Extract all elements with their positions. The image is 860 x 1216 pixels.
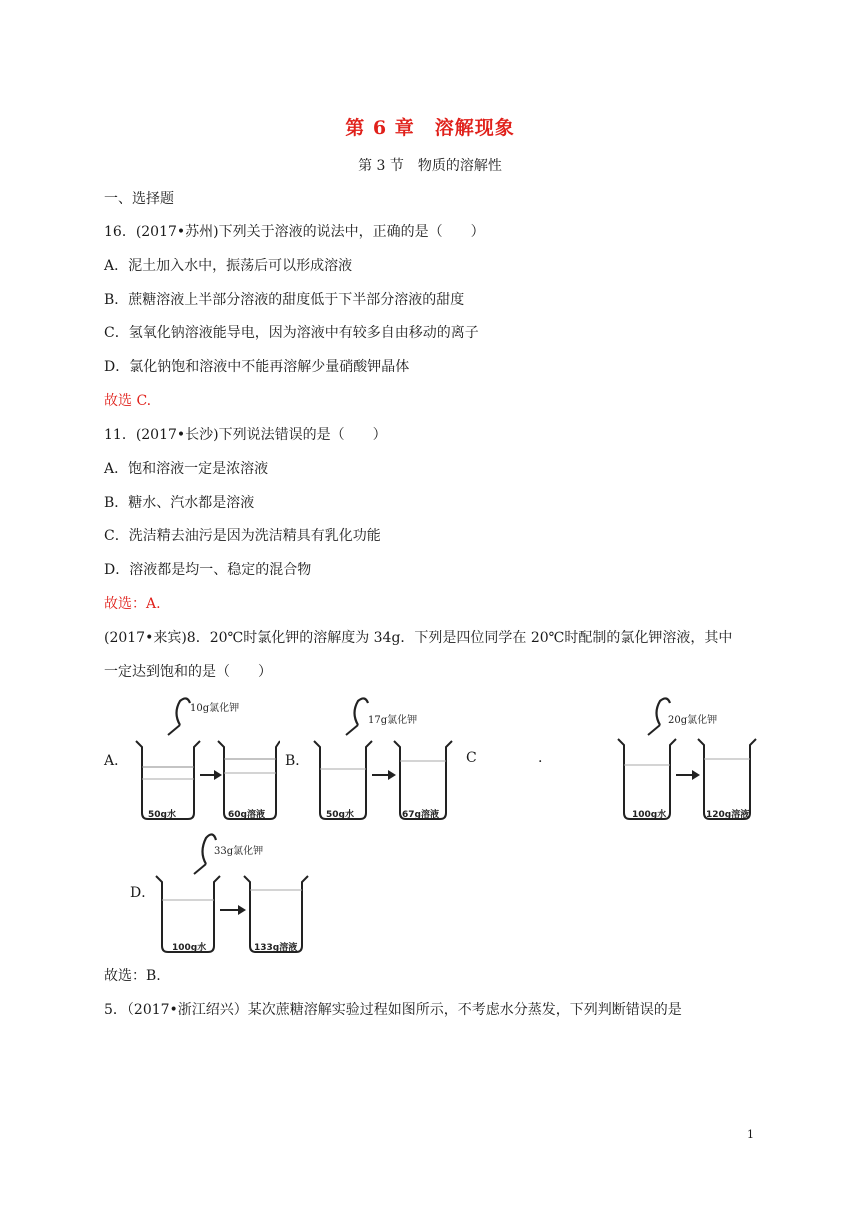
figure-b-solute-label: 17g氯化钾 [368, 715, 418, 726]
page-number: 1 [747, 1128, 754, 1141]
figure-d-label: D． [130, 885, 156, 901]
question-16-option-b: B．蔗糖溶液上半部分溶液的甜度低于下半部分溶液的甜度 [104, 292, 465, 308]
section-title: 第 3 节 物质的溶解性 [358, 158, 502, 174]
figure-b-water-label: 50g水 [326, 810, 354, 820]
figure-b-label: B． [285, 753, 310, 769]
figure-d-beakers [152, 828, 322, 958]
figure-d-solution-label: 133g溶液 [254, 943, 298, 953]
question-8-stem-line-1: (2017•来宾)8．20℃时氯化钾的溶解度为 34g．下列是四位同学在 20℃时配制的氯化钾溶液，其中 [104, 630, 733, 646]
question-11-option-d: D．溶液都是均一、稳定的混合物 [104, 562, 312, 578]
part-heading: 一、选择题 [104, 191, 174, 207]
question-11-option-b: B．糖水、汽水都是溶液 [104, 495, 255, 511]
question-11-option-a: A．饱和溶液一定是浓溶液 [104, 461, 269, 477]
question-11-answer: 故选：A. [104, 596, 161, 612]
question-16-option-c: C．氢氧化钠溶液能导电，因为溶液中有较多自由移动的离子 [104, 325, 479, 341]
question-5-stem: 5．（2017•浙江绍兴）某次蔗糖溶解实验过程如图所示，不考虑水分蒸发，下列判断错误的是 [104, 1002, 682, 1018]
figure-a-solution-label: 60g溶液 [228, 810, 265, 820]
question-11-option-c: C．洗洁精去油污是因为洗洁精具有乳化功能 [104, 528, 381, 544]
figure-a-beakers [130, 695, 280, 825]
figure-a-label: A． [104, 753, 129, 769]
figure-c-label: C [466, 750, 477, 766]
question-16-option-a: A．泥土加入水中，振荡后可以形成溶液 [104, 258, 353, 274]
chapter-title: 第 6 章 溶解现象 [345, 117, 515, 139]
question-11-stem: 11．(2017•长沙)下列说法错误的是（ ） [104, 427, 387, 443]
figure-c-solution-label: 120g溶液 [706, 810, 750, 820]
figure-a-solute-label: 10g氯化钾 [190, 703, 240, 714]
question-16-stem: 16．(2017•苏州)下列关于溶液的说法中，正确的是（ ） [104, 224, 485, 240]
question-16-option-d: D．氯化钠饱和溶液中不能再溶解少量硝酸钾晶体 [104, 359, 410, 375]
figure-c-dot: . [538, 750, 543, 766]
question-8-stem-line-2: 一定达到饱和的是（ ） [104, 664, 272, 680]
question-8-answer: 故选：B. [104, 968, 161, 984]
figure-b-solution-label: 67g溶液 [402, 810, 439, 820]
figure-c-solute-label: 20g氯化钾 [668, 715, 718, 726]
figure-d-solute-label: 33g氯化钾 [214, 846, 264, 857]
figure-c-water-label: 100g水 [632, 810, 667, 820]
figure-c-beakers [610, 695, 760, 825]
question-16-answer: 故选 C. [104, 393, 152, 409]
figure-a-water-label: 50g水 [148, 810, 176, 820]
figure-b-beakers [308, 695, 458, 825]
figure-d-water-label: 100g水 [172, 943, 207, 953]
